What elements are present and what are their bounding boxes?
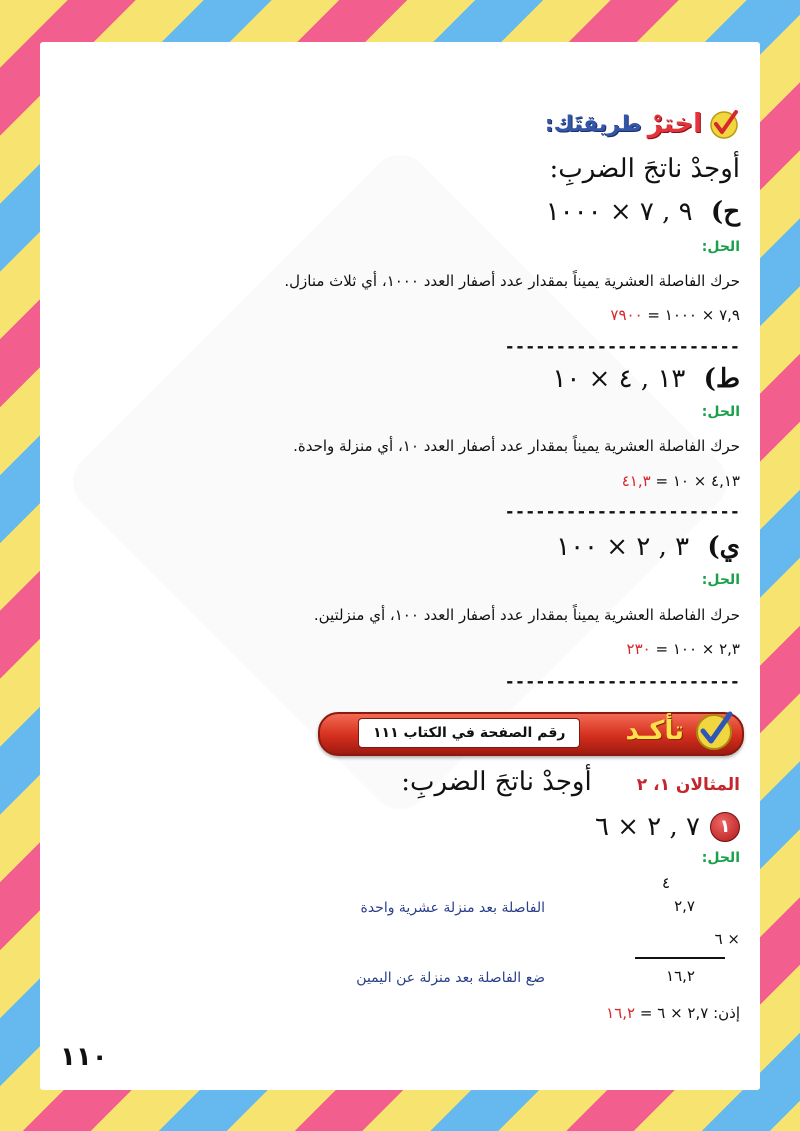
solution-label: الحل: (701, 404, 740, 420)
equation-left: ٧,٩ × ١٠٠٠ = (647, 306, 740, 324)
problem-y (556, 532, 740, 562)
brand-word-2: طريقتَك: (544, 111, 642, 137)
verify-banner (318, 712, 744, 756)
page (40, 42, 760, 1090)
note-decimal-places: الفاصلة بعد منزلة عشرية واحدة (360, 900, 545, 916)
banner-title: تأكـد (625, 716, 684, 746)
final-prefix: إذن: ٢,٧ × ٦ = (639, 1004, 740, 1022)
problem-expression: ١٣ , ٤ × ١٠ (552, 364, 686, 394)
examples-header (401, 767, 740, 797)
problem-expression: ٩ , ٧ × ١٠٠٠ (545, 197, 693, 227)
equation (622, 472, 740, 490)
equation-result: ٧٩٠٠ (610, 306, 643, 324)
explanation: حرك الفاصلة العشرية يميناً بمقدار عدد أصفار العدد ١٠٠، أي منزلتين. (313, 606, 740, 624)
explanation: حرك الفاصلة العشرية يميناً بمقدار عدد أصفار العدد ١٠، أي منزلة واحدة. (293, 437, 740, 455)
product: ١٦,٢ (666, 967, 695, 985)
check-icon (692, 708, 736, 752)
separator: ----------------------- (504, 337, 740, 357)
solution-label: الحل: (701, 572, 740, 588)
brand-word-1: اخترْ (647, 109, 702, 139)
page-reference: رقم الصفحة في الكتاب ١١١ (358, 718, 580, 748)
examples-heading: المثالان ١، ٢ (636, 775, 740, 795)
separator: ----------------------- (504, 502, 740, 522)
note-place-decimal: ضع الفاصلة بعد منزلة عن اليمين (356, 970, 545, 986)
equation-left: ٢,٣ × ١٠٠ = (655, 640, 740, 658)
examples-instruction: أوجدْ ناتجَ الضربِ: (401, 767, 592, 797)
check-icon (708, 108, 740, 140)
equation (610, 306, 740, 324)
separator: ----------------------- (504, 672, 740, 692)
example-item-1 (595, 812, 740, 842)
solution-label: الحل: (701, 850, 740, 866)
item-number-badge: ١ (710, 812, 740, 842)
explanation: حرك الفاصلة العشرية يميناً بمقدار عدد أصفار العدد ١٠٠٠، أي ثلاث منازل. (284, 272, 740, 290)
equation-left: ٤,١٣ × ١٠ = (655, 472, 740, 490)
multiplier: × ٦ (714, 930, 740, 948)
carry-digit: ٤ (661, 874, 670, 892)
sum-line (635, 957, 725, 959)
content (40, 42, 760, 1090)
equation-result: ٢٣٠ (626, 640, 651, 658)
choose-method-header (545, 104, 740, 144)
problem-label: ط) (703, 364, 740, 394)
final-result: ١٦,٢ (606, 1004, 636, 1022)
top-number: ٢,٧ (674, 897, 695, 915)
problem-expression: ٣ , ٢ × ١٠٠ (556, 532, 690, 562)
final-answer (606, 1004, 740, 1022)
problem-h (546, 197, 740, 227)
example-expression: ٧ , ٢ × ٦ (594, 812, 700, 842)
problem-label: ي) (707, 532, 740, 562)
solution-label: الحل: (701, 239, 740, 255)
page-number: ١١٠ (60, 1042, 108, 1072)
intro-heading: أوجدْ ناتجَ الضربِ: (549, 154, 740, 184)
problem-label: ح) (710, 197, 740, 227)
problem-t (552, 364, 740, 394)
equation-result: ٤١,٣ (621, 472, 651, 490)
equation (627, 640, 740, 658)
